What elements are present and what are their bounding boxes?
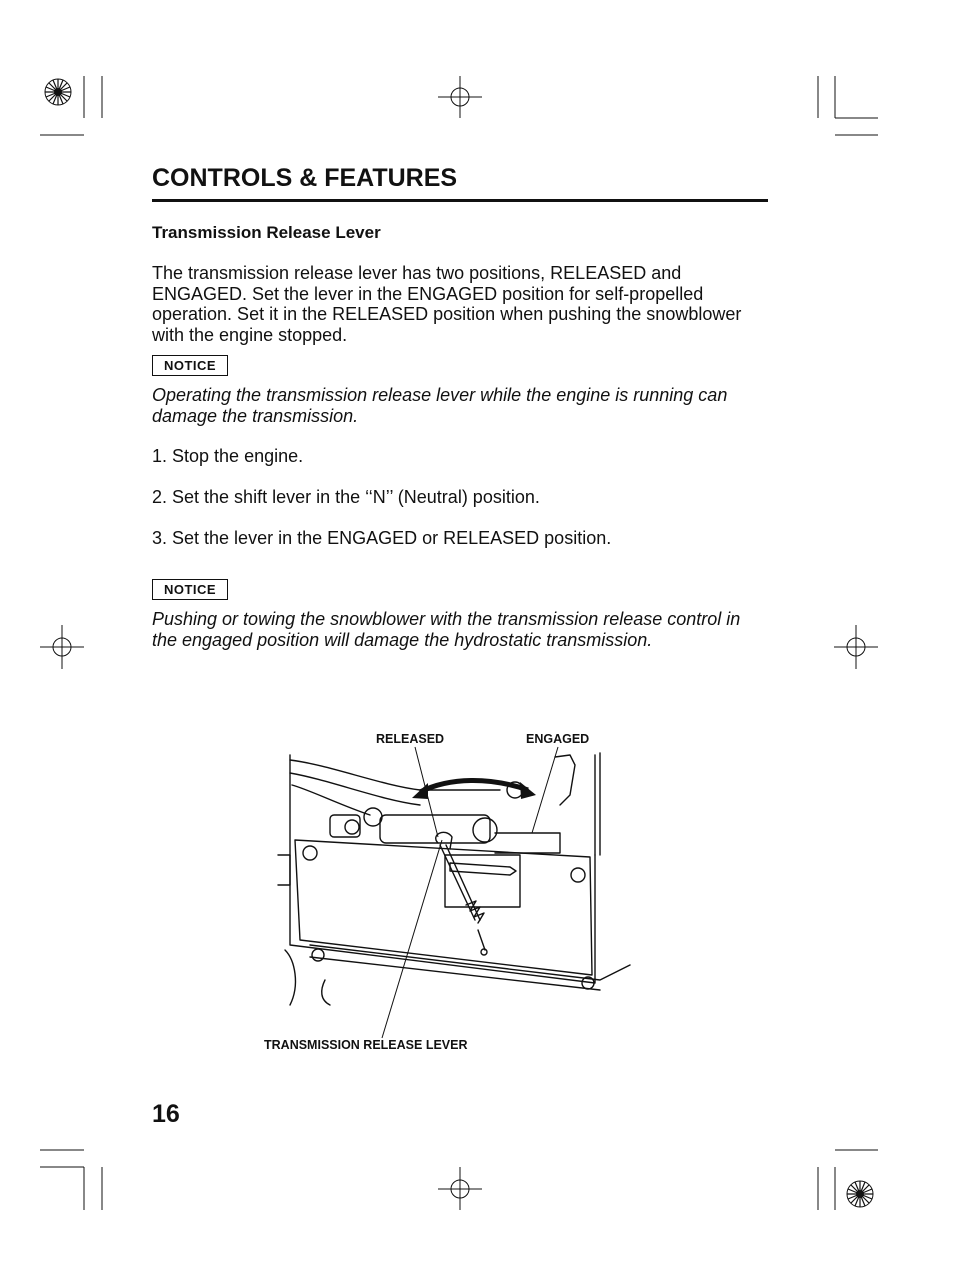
frame-curve xyxy=(290,773,420,805)
arrow-head-right-icon xyxy=(520,782,536,799)
bolt xyxy=(345,820,359,834)
frame-curve xyxy=(322,980,330,1005)
frame-curve xyxy=(555,755,575,805)
label-engaged: ENGAGED xyxy=(526,732,590,746)
axle-end xyxy=(473,818,497,842)
notice-badge: NOTICE xyxy=(152,355,228,376)
label-released: RELEASED xyxy=(376,732,445,746)
intro-paragraph: The transmission release lever has two positions, RELEASED and ENGAGED. Set the lever in the ENGAGED position for self-propelled operation. Set it in the RELEASED position when pushing the snowblower with the engine stopped. xyxy=(152,263,742,345)
direction-arrow xyxy=(450,863,516,875)
rod-end xyxy=(481,949,487,955)
notice-text: Pushing or towing the snowblower with the transmission release control in the engaged position will damage the hydrostatic transmission. xyxy=(152,609,741,650)
frame-curve xyxy=(292,785,370,815)
leader-line-engaged xyxy=(532,747,558,833)
subheading: Transmission Release Lever xyxy=(152,223,381,242)
starburst-mark-top-left xyxy=(45,79,71,105)
page-number: 16 xyxy=(152,1100,180,1128)
step-item: 1. Stop the engine. xyxy=(152,446,304,466)
plate-bolt xyxy=(312,949,324,961)
notice-badge: NOTICE xyxy=(152,579,228,600)
plate-bolt xyxy=(571,868,585,882)
lever-hook xyxy=(436,832,452,849)
step-item: 2. Set the shift lever in the ‘‘N’’ (Neutral) position. xyxy=(152,487,540,507)
bolt xyxy=(364,808,382,826)
label-transmission-release-lever: TRANSMISSION RELEASE LEVER xyxy=(264,1038,468,1052)
base-plate xyxy=(295,840,592,975)
transmission-lever-illustration xyxy=(270,745,640,1045)
plate-bolt xyxy=(303,846,317,860)
notice-text: Operating the transmission release lever while the engine is running can damage the transmission. xyxy=(152,385,728,426)
frame-curve xyxy=(285,950,295,1005)
lever-rod xyxy=(478,930,485,950)
section-title: CONTROLS & FEATURES xyxy=(152,164,458,192)
starburst-mark-bottom-right xyxy=(847,1181,873,1207)
arrow-head-left-icon xyxy=(412,783,428,799)
step-item: 3. Set the lever in the ENGAGED or RELEASED position. xyxy=(152,528,612,548)
frame-curve xyxy=(290,760,500,790)
side-bracket xyxy=(278,855,290,885)
leader-line-lever xyxy=(382,840,442,1038)
title-rule xyxy=(152,199,768,202)
axle-extension xyxy=(495,833,560,853)
